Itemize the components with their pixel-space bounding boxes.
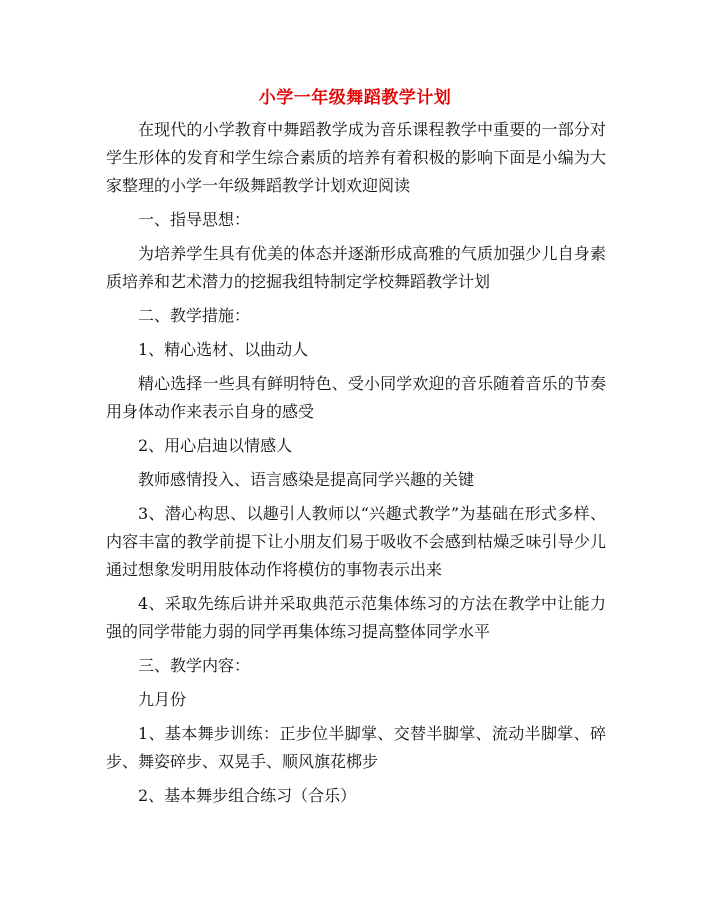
section-heading-guiding-ideology: 一、指导思想： xyxy=(138,210,251,229)
content-item-1-paragraph: 1、基本舞步训练：正步位半脚掌、交替半脚掌、流动半脚掌、碎步、舞姿碎步、双晃手、顺风旗花梆步 xyxy=(106,724,606,771)
content-item-2-paragraph: 2、基本舞步组合练习（合乐） xyxy=(138,786,357,805)
measure-2-heading: 2、用心启迪以情感人 xyxy=(138,436,293,455)
measure-3-paragraph: 3、潜心构思、以趣引人教师以“兴趣式教学”为基础在形式多样、内容丰富的教学前提下让小朋友们易于吸收不会感到枯燥乏味引导少儿通过想象发明用肢体动作将模仿的事物表示出来 xyxy=(106,504,606,579)
document-body xyxy=(106,116,606,816)
measure-1-heading: 1、精心选材、以曲动人 xyxy=(138,340,309,359)
document-title: 小学一年级舞蹈教学计划 xyxy=(258,88,452,108)
measure-4-paragraph: 4、采取先练后讲并采取典范示范集体练习的方法在教学中让能力强的同学带能力弱的同学再集体练习提高整体同学水平 xyxy=(106,594,606,641)
month-september-heading: 九月份 xyxy=(138,690,187,709)
measure-2-paragraph: 教师感情投入、语言感染是提高同学兴趣的关键 xyxy=(138,470,475,489)
section-heading-teaching-content: 三、教学内容： xyxy=(138,656,251,675)
section-heading-teaching-measures: 二、教学措施： xyxy=(138,306,251,325)
guiding-ideology-paragraph: 为培养学生具有优美的体态并逐渐形成高雅的气质加强少儿自身素质培养和艺术潜力的挖掘我组特制定学校舞蹈教学计划 xyxy=(106,244,606,291)
measure-1-paragraph: 精心选择一些具有鲜明特色、受小同学欢迎的音乐随着音乐的节奏用身体动作来表示自身的感受 xyxy=(106,374,606,421)
intro-paragraph: 在现代的小学教育中舞蹈教学成为音乐课程教学中重要的一部分对学生形体的发育和学生综合素质的培养有着积极的影响下面是小编为大家整理的小学一年级舞蹈教学计划欢迎阅读 xyxy=(106,120,606,195)
